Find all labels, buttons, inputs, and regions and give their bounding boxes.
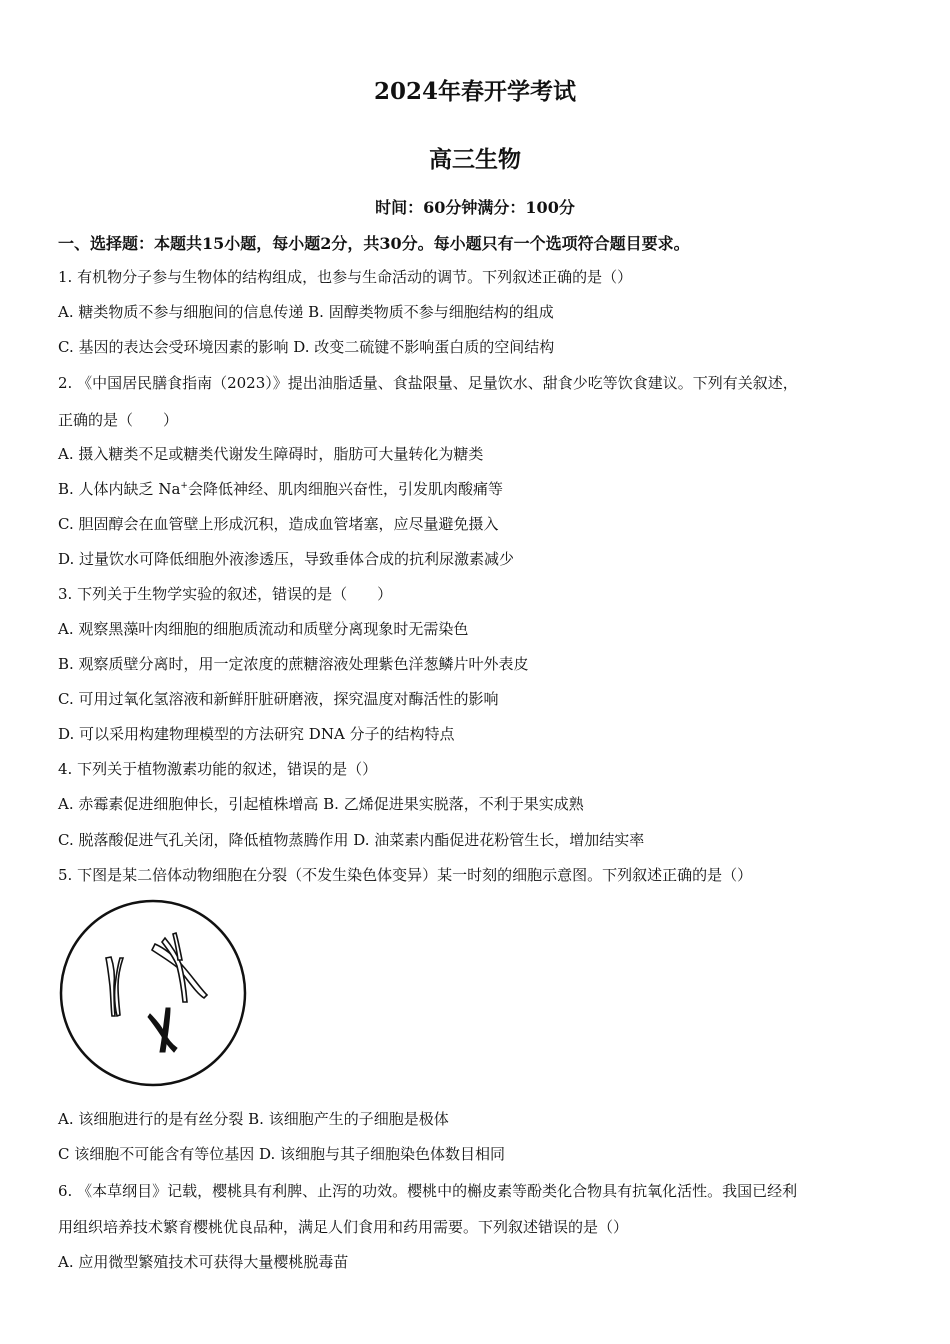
- question-6-stem-line2: 用组织培养技术繁育樱桃优良品种，满足人们食用和药用需要。下列叙述错误的是（）: [58, 1218, 629, 1236]
- chromosome-left: [106, 957, 123, 1016]
- exam-title: 2024年春开学考试: [373, 78, 576, 105]
- cell-division-figure: [56, 898, 252, 1088]
- subject-title: 高三生物: [429, 146, 521, 173]
- section-heading: 一、选择题：本题共15小题，每小题2分，共30分。每小题只有一个选项符合题目要求。: [58, 234, 690, 253]
- question-2-option-c: C. 胆固醇会在血管壁上形成沉积，造成血管堵塞，应尽量避免摄入: [58, 515, 499, 533]
- question-1-options-ab: A. 糖类物质不参与细胞间的信息传递 B. 固醇类物质不参与细胞结构的组成: [58, 303, 554, 321]
- question-4-options-ab: A. 赤霉素促进细胞伸长，引起植株增高 B. 乙烯促进果实脱落，不利于果实成熟: [58, 795, 584, 813]
- question-1-options-cd: C. 基因的表达会受环境因素的影响 D. 改变二硫键不影响蛋白质的空间结构: [58, 338, 555, 356]
- chromosome-upper-right: [152, 933, 207, 1002]
- question-2-option-b-pre: B. 人体内缺乏 Na: [58, 480, 181, 498]
- question-6-option-a: A. 应用微型繁殖技术可获得大量樱桃脱毒苗: [58, 1253, 349, 1271]
- question-3-option-d: D. 可以采用构建物理模型的方法研究 DNA 分子的结构特点: [58, 725, 455, 743]
- question-2-option-a: A. 摄入糖类不足或糖类代谢发生障碍时，脂肪可大量转化为糖类: [58, 445, 484, 463]
- question-2-stem-line2: 正确的是（ ）: [58, 411, 179, 429]
- question-2-stem-line1: 2. 《中国居民膳食指南（2023）》提出油脂适量、食盐限量、足量饮水、甜食少吃等饮食建议。下列有关叙述，: [58, 374, 798, 392]
- question-5-stem: 5. 下图是某二倍体动物细胞在分裂（不发生染色体变异）某一时刻的细胞示意图。下列叙述正确的是（）: [58, 866, 753, 884]
- question-5-options-ab: A. 该细胞进行的是有丝分裂 B. 该细胞产生的子细胞是极体: [58, 1110, 449, 1128]
- question-2-option-b: [58, 479, 503, 499]
- exam-meta: 时间：60分钟满分：100分: [375, 198, 575, 217]
- question-6-stem-line1: 6. 《本草纲目》记载，樱桃具有利脾、止泻的功效。樱桃中的槲皮素等酚类化合物具有抗氧化活性。我国已经利: [58, 1182, 798, 1200]
- question-1-stem: 1. 有机物分子参与生物体的结构组成，也参与生命活动的调节。下列叙述正确的是（）: [58, 268, 633, 286]
- sodium-charge: +: [180, 481, 188, 491]
- question-5-options-cd: C 该细胞不可能含有等位基因 D. 该细胞与其子细胞染色体数目相同: [58, 1145, 506, 1163]
- question-3-stem: 3. 下列关于生物学实验的叙述，错误的是（ ）: [58, 585, 393, 603]
- question-4-options-cd: C. 脱落酸促进气孔关闭，降低植物蒸腾作用 D. 油菜素内酯促进花粉管生长，增加结实率: [58, 831, 645, 849]
- question-3-option-b: B. 观察质壁分离时，用一定浓度的蔗糖溶液处理紫色洋葱鳞片叶外表皮: [58, 655, 529, 673]
- question-3-option-a: A. 观察黑藻叶肉细胞的细胞质流动和质壁分离现象时无需染色: [58, 620, 469, 638]
- chromosome-lower-solid: [148, 1008, 177, 1052]
- question-2-option-d: D. 过量饮水可降低细胞外液渗透压，导致垂体合成的抗利尿激素减少: [58, 550, 515, 568]
- cell-membrane: [61, 901, 245, 1085]
- question-4-stem: 4. 下列关于植物激素功能的叙述，错误的是（）: [58, 760, 378, 778]
- question-2-option-b-post: 会降低神经、肌肉细胞兴奋性，引发肌肉酸痛等: [187, 480, 503, 498]
- question-3-option-c: C. 可用过氧化氢溶液和新鲜肝脏研磨液，探究温度对酶活性的影响: [58, 690, 499, 708]
